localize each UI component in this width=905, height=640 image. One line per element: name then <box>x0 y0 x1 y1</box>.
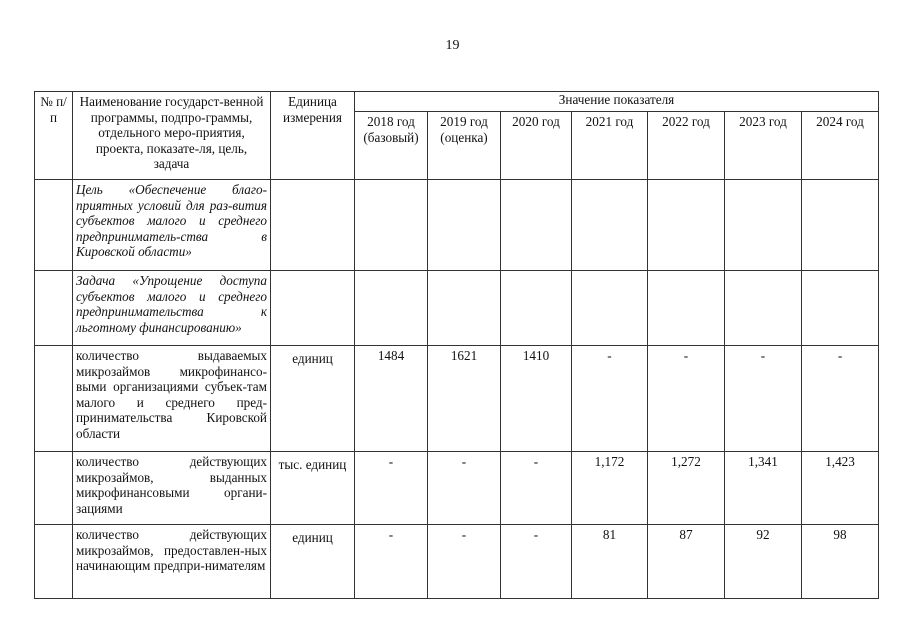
header-year-label: 2018 год <box>367 114 415 129</box>
header-year-2022 <box>648 112 725 180</box>
row-unit: тыс. единиц <box>271 452 355 525</box>
row-unit: единиц <box>271 525 355 599</box>
row-value <box>501 271 572 346</box>
row-value: 98 <box>802 525 879 599</box>
row-name: количество выдаваемых микрозаймов микрофинансо-выми организациями субъек-там малого и среднего пред-принимательства Кировской области <box>73 346 271 452</box>
row-value: 1410 <box>501 346 572 452</box>
row-num <box>35 180 73 271</box>
row-unit: единиц <box>271 346 355 452</box>
row-num <box>35 271 73 346</box>
row-value: - <box>501 525 572 599</box>
row-unit <box>271 180 355 271</box>
row-value <box>802 271 879 346</box>
table-row-indicator <box>35 346 879 452</box>
row-num <box>35 452 73 525</box>
header-year-label: 2020 год <box>512 114 560 129</box>
header-name: Наименование государст-венной программы, подпро-граммы, отдельного меро-приятия, проекта, показате-ля, цель, задача <box>73 92 271 180</box>
header-year-2023 <box>725 112 802 180</box>
header-year-label: 2022 год <box>662 114 710 129</box>
table-row-indicator <box>35 525 879 599</box>
header-num: № п/п <box>35 92 73 180</box>
header-value-group: Значение показателя <box>355 92 879 112</box>
row-value <box>648 180 725 271</box>
row-value: - <box>355 525 428 599</box>
header-year-sub: (базовый) <box>363 129 419 145</box>
header-year-label: 2019 год <box>440 114 488 129</box>
table-row-task <box>35 271 879 346</box>
row-value <box>725 180 802 271</box>
row-value: 92 <box>725 525 802 599</box>
header-year-2019 <box>428 112 501 180</box>
row-value <box>501 180 572 271</box>
row-value: 1,172 <box>572 452 648 525</box>
row-unit <box>271 271 355 346</box>
indicators-table <box>34 91 879 599</box>
header-year-label: 2023 год <box>739 114 787 129</box>
row-value: - <box>428 525 501 599</box>
row-value <box>428 271 501 346</box>
header-row-top <box>35 92 879 112</box>
header-year-2018 <box>355 112 428 180</box>
row-value: - <box>428 452 501 525</box>
row-num <box>35 346 73 452</box>
row-value: 87 <box>648 525 725 599</box>
row-value <box>802 180 879 271</box>
header-year-label: 2021 год <box>585 114 634 129</box>
row-value: 1,272 <box>648 452 725 525</box>
row-name: количество действующих микрозаймов, выданных микрофинансовыми органи-зациями <box>73 452 271 525</box>
row-value <box>648 271 725 346</box>
header-year-sub: (оценка) <box>440 129 488 145</box>
row-value <box>725 271 802 346</box>
row-value <box>355 271 428 346</box>
row-value: - <box>648 346 725 452</box>
page-number: 19 <box>445 38 460 53</box>
row-value: - <box>355 452 428 525</box>
row-value: 81 <box>572 525 648 599</box>
row-value: 1484 <box>355 346 428 452</box>
row-num <box>35 525 73 599</box>
row-value: - <box>501 452 572 525</box>
row-value: - <box>802 346 879 452</box>
row-value: - <box>572 346 648 452</box>
header-year-2021 <box>572 112 648 180</box>
header-unit: Единица измерения <box>271 92 355 180</box>
row-value: 1,341 <box>725 452 802 525</box>
row-value <box>355 180 428 271</box>
row-value: 1,423 <box>802 452 879 525</box>
row-value <box>572 271 648 346</box>
table-row-goal <box>35 180 879 271</box>
row-name: Задача «Упрощение доступа субъектов малого и среднего предпринимательства к льготному финансированию» <box>73 271 271 346</box>
row-value <box>428 180 501 271</box>
row-value: 1621 <box>428 346 501 452</box>
row-name: количество действующих микрозаймов, предоставлен-ных начинающим предпри-нимателям <box>73 525 271 599</box>
header-year-2020 <box>501 112 572 180</box>
row-value: - <box>725 346 802 452</box>
header-year-2024 <box>802 112 879 180</box>
row-name: Цель «Обеспечение благо-приятных условий для раз-вития субъектов малого и среднего предприниматель-ства в Кировской области» <box>73 180 271 271</box>
header-year-label: 2024 год <box>816 114 864 129</box>
table-row-indicator <box>35 452 879 525</box>
row-value <box>572 180 648 271</box>
